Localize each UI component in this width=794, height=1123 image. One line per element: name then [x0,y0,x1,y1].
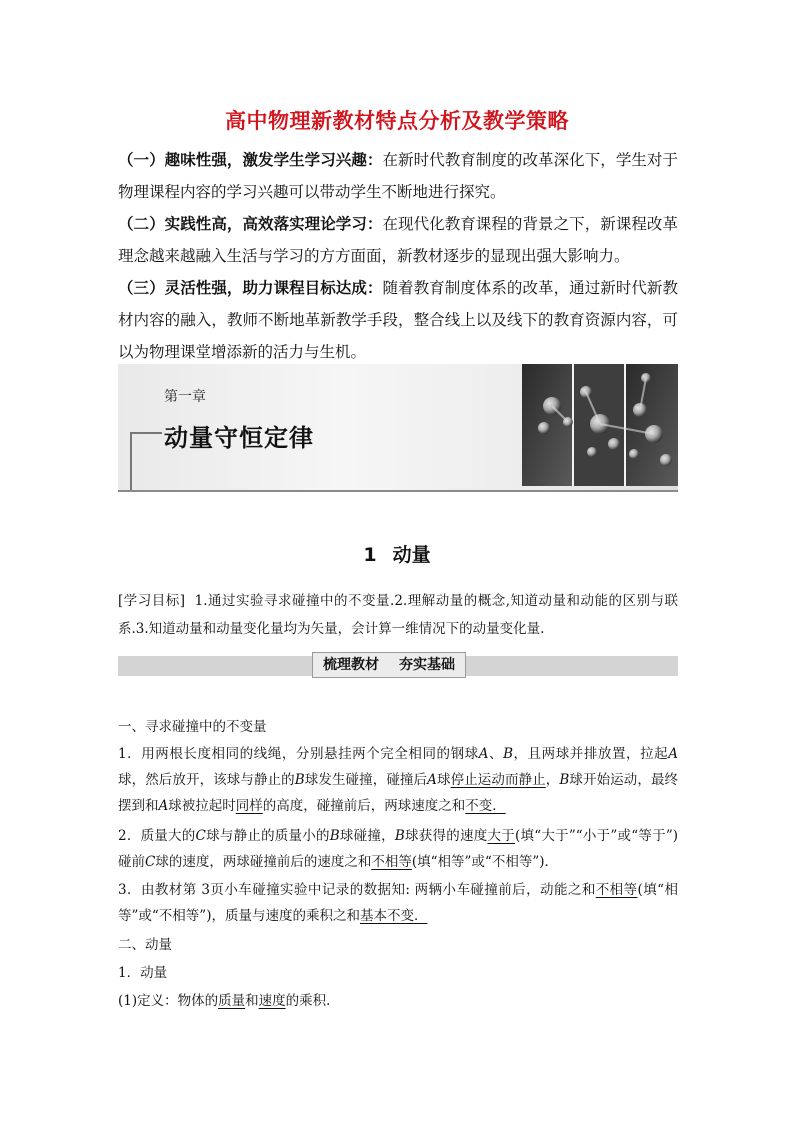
band-label-right: 夯实基础 [399,657,455,673]
banner-bracket-decoration [130,432,162,490]
intro-text-3: 随着教育制度体系的改革，通过新时代新教材内容的融入，教师不断地革新教学手段，整合线上以及线下的教育资源内容，可以为物理课堂增添新的活力与生机。 [118,279,678,361]
banner-base-line [118,490,678,492]
intro-heading-1: （一）趣味性强，激发学生学习兴趣： [118,150,383,169]
answer-blank: 质量 [218,993,246,1009]
chapter-banner [118,364,678,492]
part2-heading: 二、动量 [118,937,172,953]
intro-text-1: 在新时代教育制度的改革深化下，学生对于物理课程内容的学习兴趣可以带动学生不断地进行探究。 [118,151,678,201]
intro-heading-2: （二）实践性高，高效落实理论学习： [118,214,383,233]
section-title [0,540,794,567]
part2-subheading: 1．动量 [118,965,168,981]
section-name: 动量 [392,544,431,566]
section-number: 1 [363,544,377,566]
learning-objectives [118,587,678,643]
intro-heading-3: （三）灵活性强，助力课程目标达成： [118,278,383,297]
part1-item-3: 3．由教材第 3页小车碰撞实验中记录的数据知: 两辆小车碰撞前后，动能之和不相等(填“相等”或“不相等”)，质量与速度的乘积之和基本不变． [118,882,679,924]
objectives-label: [学习目标] [118,593,186,609]
answer-blank: 基本不变． [359,908,428,924]
chapter-title: 动量守恒定律 [164,424,314,452]
collision-photo [522,364,678,486]
answer-blank: 速度 [258,993,286,1009]
intro-text-2: 在现代化教育课程的背景之下，新课程改革理念越来越融入生活与学习的方方面面，新教材逐步的显现出强大影响力。 [118,215,678,265]
part1-item-1: 1．用两根长度相同的线绳，分别悬挂两个完全相同的钢球A、B，且两球并排放置，拉起A球，然后放开，该球与静止的B球发生碰撞，碰撞后A球停止运动而静止，B球开始运动，最终摆到和A球被拉起时同样的高度，碰撞前后，两球速度之和不变． [118,746,679,814]
chapter-label: 第一章 [164,389,206,405]
momentum-definition: (1)定义：物体的质量和速度的乘积． [118,993,340,1009]
intro-paragraph-2 [118,208,678,272]
answer-blank: 停止运动而静止 [450,772,546,788]
band-label-left: 梳理教材 [323,657,379,673]
page-title: 高中物理新教材特点分析及教学策略 [225,109,569,133]
answer-blank: 不变． [465,798,506,814]
answer-blank: 大于 [487,828,515,844]
part1-item-2: 2．质量大的C球与静止的质量小的B球碰撞，B球获得的速度大于(填“大于”“小于”或“等于”)碰前C球的速度，两球碰撞前后的速度之和不相等(填“相等”或“不相等”)． [118,828,679,870]
intro-paragraph-1 [118,144,678,208]
answer-blank: 不相等 [371,854,412,870]
objectives-text: 1.通过实验寻求碰撞中的不变量.2.理解动量的概念,知道动量和动能的区别与联系.3.知道动量和动量变化量均为矢量，会计算一维情况下的动量变化量. [118,593,678,637]
section-band-label [312,652,466,678]
part1-heading: 一、寻求碰撞中的不变量 [118,719,267,735]
intro-paragraph-3 [118,272,678,368]
answer-blank: 不相等 [595,882,638,898]
answer-blank: 同样 [235,798,263,814]
